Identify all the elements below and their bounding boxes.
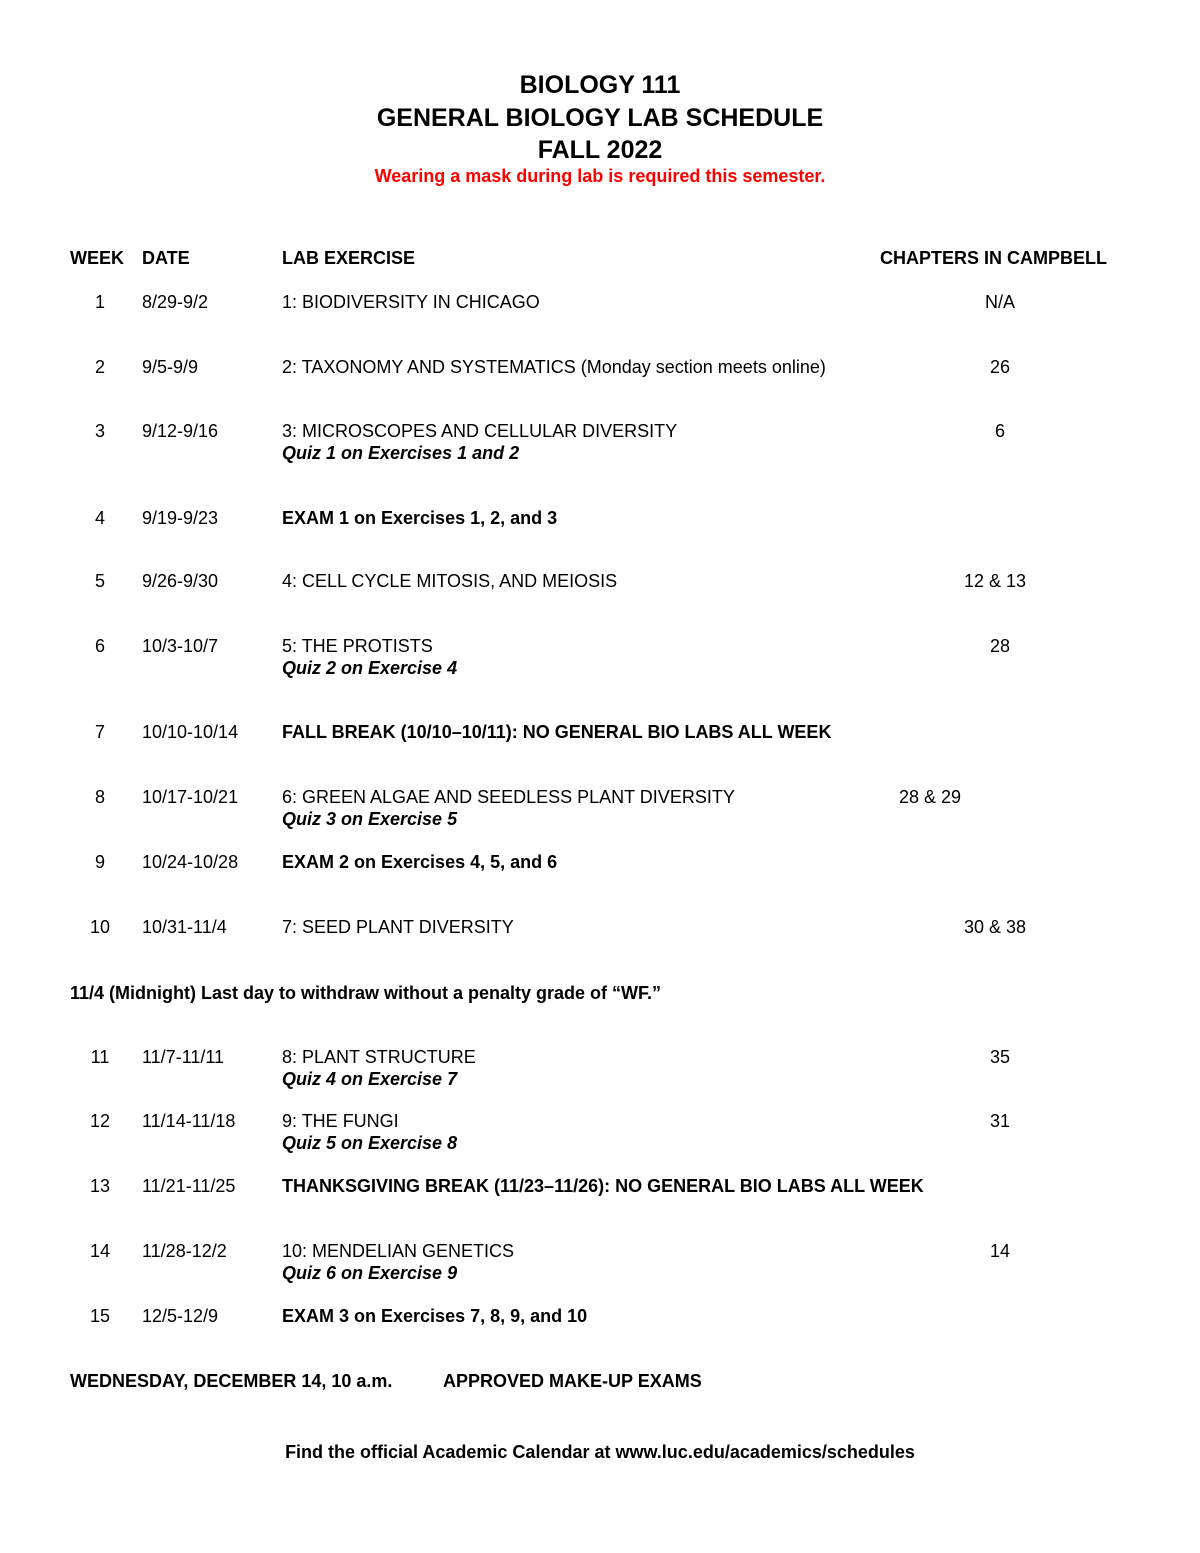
week-date: 11/21-11/25 (142, 1176, 236, 1196)
week-number: 6 (94, 636, 105, 656)
week-number: 2 (94, 357, 105, 377)
withdraw-deadline-note: 11/4 (Midnight) Last day to withdraw without a penalty grade of “WF.” (70, 983, 662, 1003)
chapters: 14 (989, 1241, 1011, 1261)
week-date: 8/29-9/2 (142, 292, 209, 312)
schedule-row (0, 507, 1200, 557)
schedule-row (0, 1110, 1200, 1160)
schedule-row (0, 1305, 1200, 1355)
lab-exercise: 3: MICROSCOPES AND CELLULAR DIVERSITY (282, 421, 678, 441)
schedule-row (0, 786, 1200, 836)
header-lab-exercise: LAB EXERCISE (282, 248, 416, 268)
chapters: 26 (989, 357, 1011, 377)
chapters: N/A (984, 292, 1015, 312)
week-number: 3 (94, 421, 105, 441)
week-date: 9/5-9/9 (142, 357, 199, 377)
lab-exercise: 2: TAXONOMY AND SYSTEMATICS (Monday section meets online) (282, 357, 826, 377)
chapters: 28 & 29 (898, 787, 962, 807)
chapters: 30 & 38 (963, 917, 1027, 937)
week-date: 10/10-10/14 (142, 722, 239, 742)
schedule-row (0, 721, 1200, 771)
schedule-row (0, 570, 1200, 620)
week-date: 9/19-9/23 (142, 508, 219, 528)
week-number: 1 (94, 292, 105, 312)
week-number: 12 (89, 1111, 111, 1131)
week-number: 13 (89, 1176, 111, 1196)
week-number: 8 (94, 787, 105, 807)
lab-exercise: 5: THE PROTISTS (282, 636, 433, 656)
week-date: 10/3-10/7 (142, 636, 219, 656)
week-date: 9/12-9/16 (142, 421, 219, 441)
lab-exercise: 6: GREEN ALGAE AND SEEDLESS PLANT DIVERSITY (282, 787, 735, 807)
lab-exercise: 10: MENDELIAN GENETICS (282, 1241, 515, 1261)
header-date: DATE (142, 248, 190, 268)
schedule-row (0, 1175, 1200, 1225)
lab-exercise: 4: CELL CYCLE MITOSIS, AND MEIOSIS (282, 571, 618, 591)
week-date: 12/5-12/9 (142, 1306, 219, 1326)
lab-exercise: 1: BIODIVERSITY IN CHICAGO (282, 292, 540, 312)
week-number: 5 (94, 571, 105, 591)
exam-entry: EXAM 3 on Exercises 7, 8, 9, and 10 (282, 1306, 588, 1326)
week-date: 11/7-11/11 (142, 1047, 225, 1067)
quiz-note: Quiz 4 on Exercise 7 (282, 1069, 458, 1089)
week-number: 14 (89, 1241, 111, 1261)
week-number: 10 (89, 917, 111, 937)
quiz-note: Quiz 1 on Exercises 1 and 2 (282, 443, 520, 463)
lab-exercise: 8: PLANT STRUCTURE (282, 1047, 476, 1067)
chapters: 31 (989, 1111, 1011, 1131)
makeup-label: APPROVED MAKE-UP EXAMS (443, 1371, 702, 1391)
chapters: 12 & 13 (963, 571, 1027, 591)
week-date: 10/17-10/21 (142, 787, 239, 807)
week-number: 4 (94, 508, 105, 528)
week-number: 9 (94, 852, 105, 872)
schedule-title: GENERAL BIOLOGY LAB SCHEDULE (376, 104, 824, 132)
makeup-date: WEDNESDAY, DECEMBER 14, 10 a.m. (70, 1371, 393, 1391)
schedule-row (0, 1240, 1200, 1290)
quiz-note: Quiz 2 on Exercise 4 (282, 658, 458, 678)
chapters: 35 (989, 1047, 1011, 1067)
week-date: 10/24-10/28 (142, 852, 239, 872)
schedule-row (0, 851, 1200, 901)
week-date: 11/14-11/18 (142, 1111, 236, 1131)
academic-calendar-footer: Find the official Academic Calendar at www.luc.edu/academics/schedules (285, 1442, 915, 1462)
schedule-row (0, 635, 1200, 685)
lab-exercise: 7: SEED PLANT DIVERSITY (282, 917, 514, 937)
exam-entry: EXAM 2 on Exercises 4, 5, and 6 (282, 852, 558, 872)
semester-title: FALL 2022 (537, 136, 663, 164)
chapters: 28 (989, 636, 1011, 656)
week-number: 11 (90, 1047, 110, 1067)
header-chapters: CHAPTERS IN CAMPBELL (880, 248, 1108, 268)
week-number: 7 (94, 722, 105, 742)
schedule-row (0, 1046, 1200, 1096)
break-entry: FALL BREAK (10/10–10/11): NO GENERAL BIO LABS ALL WEEK (282, 722, 832, 742)
break-entry: THANKSGIVING BREAK (11/23–11/26): NO GENERAL BIO LABS ALL WEEK (282, 1176, 924, 1196)
week-date: 10/31-11/4 (142, 917, 227, 937)
quiz-note: Quiz 5 on Exercise 8 (282, 1133, 458, 1153)
quiz-note: Quiz 6 on Exercise 9 (282, 1263, 458, 1283)
week-date: 9/26-9/30 (142, 571, 219, 591)
schedule-row (0, 420, 1200, 470)
chapters: 6 (994, 421, 1005, 441)
lab-exercise: 9: THE FUNGI (282, 1111, 399, 1131)
schedule-row (0, 916, 1200, 966)
course-title: BIOLOGY 111 (519, 71, 681, 99)
week-date: 11/28-12/2 (142, 1241, 227, 1261)
week-number: 15 (89, 1306, 111, 1326)
schedule-row (0, 356, 1200, 406)
mask-notice: Wearing a mask during lab is required this semester. (374, 166, 826, 186)
quiz-note: Quiz 3 on Exercise 5 (282, 809, 458, 829)
header-week: WEEK (70, 248, 124, 268)
exam-entry: EXAM 1 on Exercises 1, 2, and 3 (282, 508, 558, 528)
schedule-row (0, 291, 1200, 341)
